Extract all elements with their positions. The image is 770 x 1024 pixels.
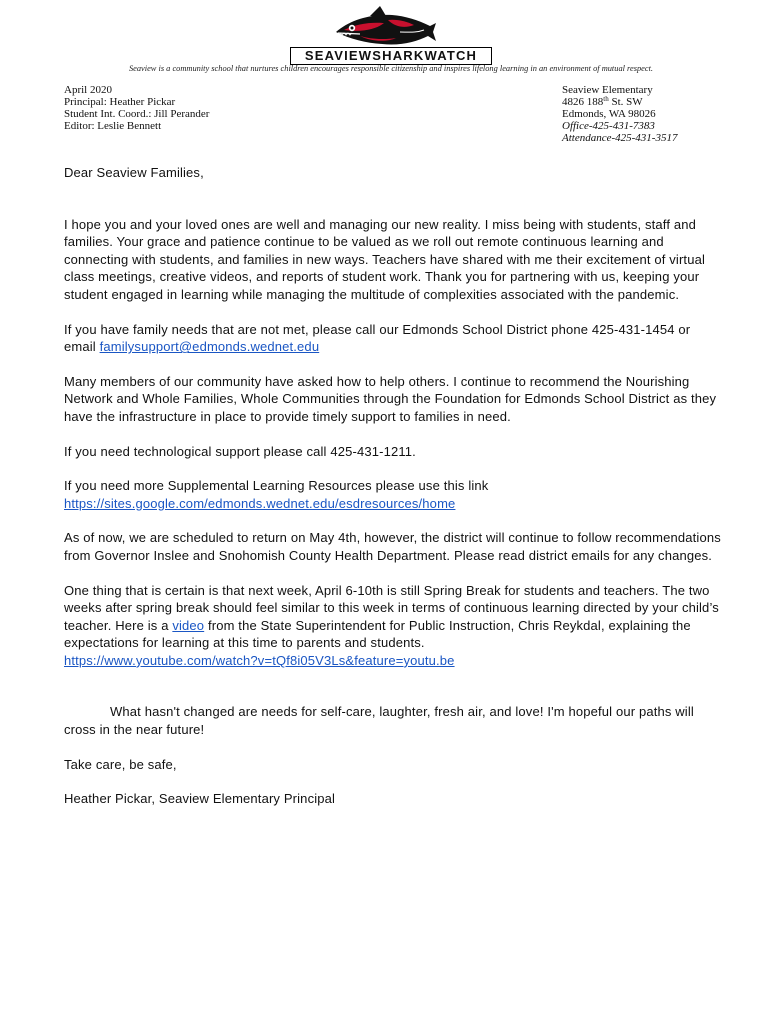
paragraph-intro: I hope you and your loved ones are well and managing our new reality. I miss being with students, staff and families. Your grace and patience continue to be valued as we roll out remote continuous learning and connecting with students, and families in new ways. Teachers have shared with me their excitement of virtual class meetings, creative videos, and reports of student work. Thank you for partnering with us, keeping your student engaged in learning while managing the multitude of complexities associated with the pandemic. xyxy=(64,216,705,302)
salutation: Dear Seaview Families, xyxy=(64,165,204,180)
school-street: 4826 188th St. SW xyxy=(562,95,643,108)
office-phone: Office-425-431-7383 xyxy=(562,120,655,132)
signature: Heather Pickar, Seaview Elementary Principal xyxy=(64,791,336,807)
newsletter-title: SEAVIEWSHARKWATCH xyxy=(290,47,492,65)
paragraph-return-date: As of now, we are scheduled to return on May 4th, however, the district will continue to follow recommendations from Governor Inslee and Snohomish County Health Department. Please read district emails for any changes. xyxy=(64,530,721,563)
family-support-email-link[interactable]: familysupport@edmonds.wednet.edu xyxy=(99,339,320,355)
attendance-phone: Attendance-425-431-3517 xyxy=(562,132,678,144)
school-city: Edmonds, WA 98026 xyxy=(562,108,656,120)
paragraph-family-needs: If you have family needs that are not met, please call our Edmonds School District phone 425-431-1454 or email familysupport@edmonds.wednet.edu xyxy=(64,321,691,355)
editor-line: Editor: Leslie Bennett xyxy=(64,120,162,132)
school-contact xyxy=(562,84,677,144)
paragraph-community-help: Many members of our community have asked how to help others. I continue to recommend the Nourishing Network and Whole Families, Whole Communities through the Foundation for Edmonds School District as they have the infrastructure in place to provide timely support to families in need. xyxy=(64,373,717,424)
paragraph-spring-break: One thing that is certain is that next week, April 6-10th is still Spring Break for students and teachers. The two weeks after spring break should feel similar to this week in terms of continuous learning directed by your child’s teacher. Here is a video from the State Superintendent for Public Instruction, Chris Reykdal, explaining the expectations for learning at this time to parents and students. https://www.youtube.com/watch?v=tQf8i05V3Ls&feature=youtu.be xyxy=(64,582,719,668)
youtube-link[interactable]: https://www.youtube.com/watch?v=tQf8i05V3Ls&feature=youtu.be xyxy=(64,652,455,668)
paragraph-tech-support: If you need technological support please call 425-431-1211. xyxy=(64,443,416,459)
closing: Take care, be safe, xyxy=(64,756,177,772)
video-link[interactable]: video xyxy=(172,617,205,633)
school-name: Seaview Elementary xyxy=(562,84,653,96)
paragraph-resources: If you need more Supplemental Learning Resources please use this link https://sites.google.com/edmonds.wednet.edu/esdresources/home xyxy=(64,478,489,511)
school-tagline: Seaview is a community school that nurtures children encourages responsible citizenship and inspires lifelong learning in an environment of mutual respect. xyxy=(128,64,654,73)
coordinator-line: Student Int. Coord.: Jill Perander xyxy=(64,108,210,120)
shark-logo-icon xyxy=(330,6,440,50)
issue-date: April 2020 xyxy=(64,84,112,96)
paragraph-self-care: What hasn't changed are needs for self-care, laughter, fresh air, and love! I'm hopeful our paths will cross in the near future! xyxy=(64,704,694,738)
letter-body xyxy=(64,164,724,808)
principal-line: Principal: Heather Pickar xyxy=(64,96,176,108)
staff-info xyxy=(64,84,209,132)
resources-link[interactable]: https://sites.google.com/edmonds.wednet.edu/esdresources/home xyxy=(64,495,456,511)
